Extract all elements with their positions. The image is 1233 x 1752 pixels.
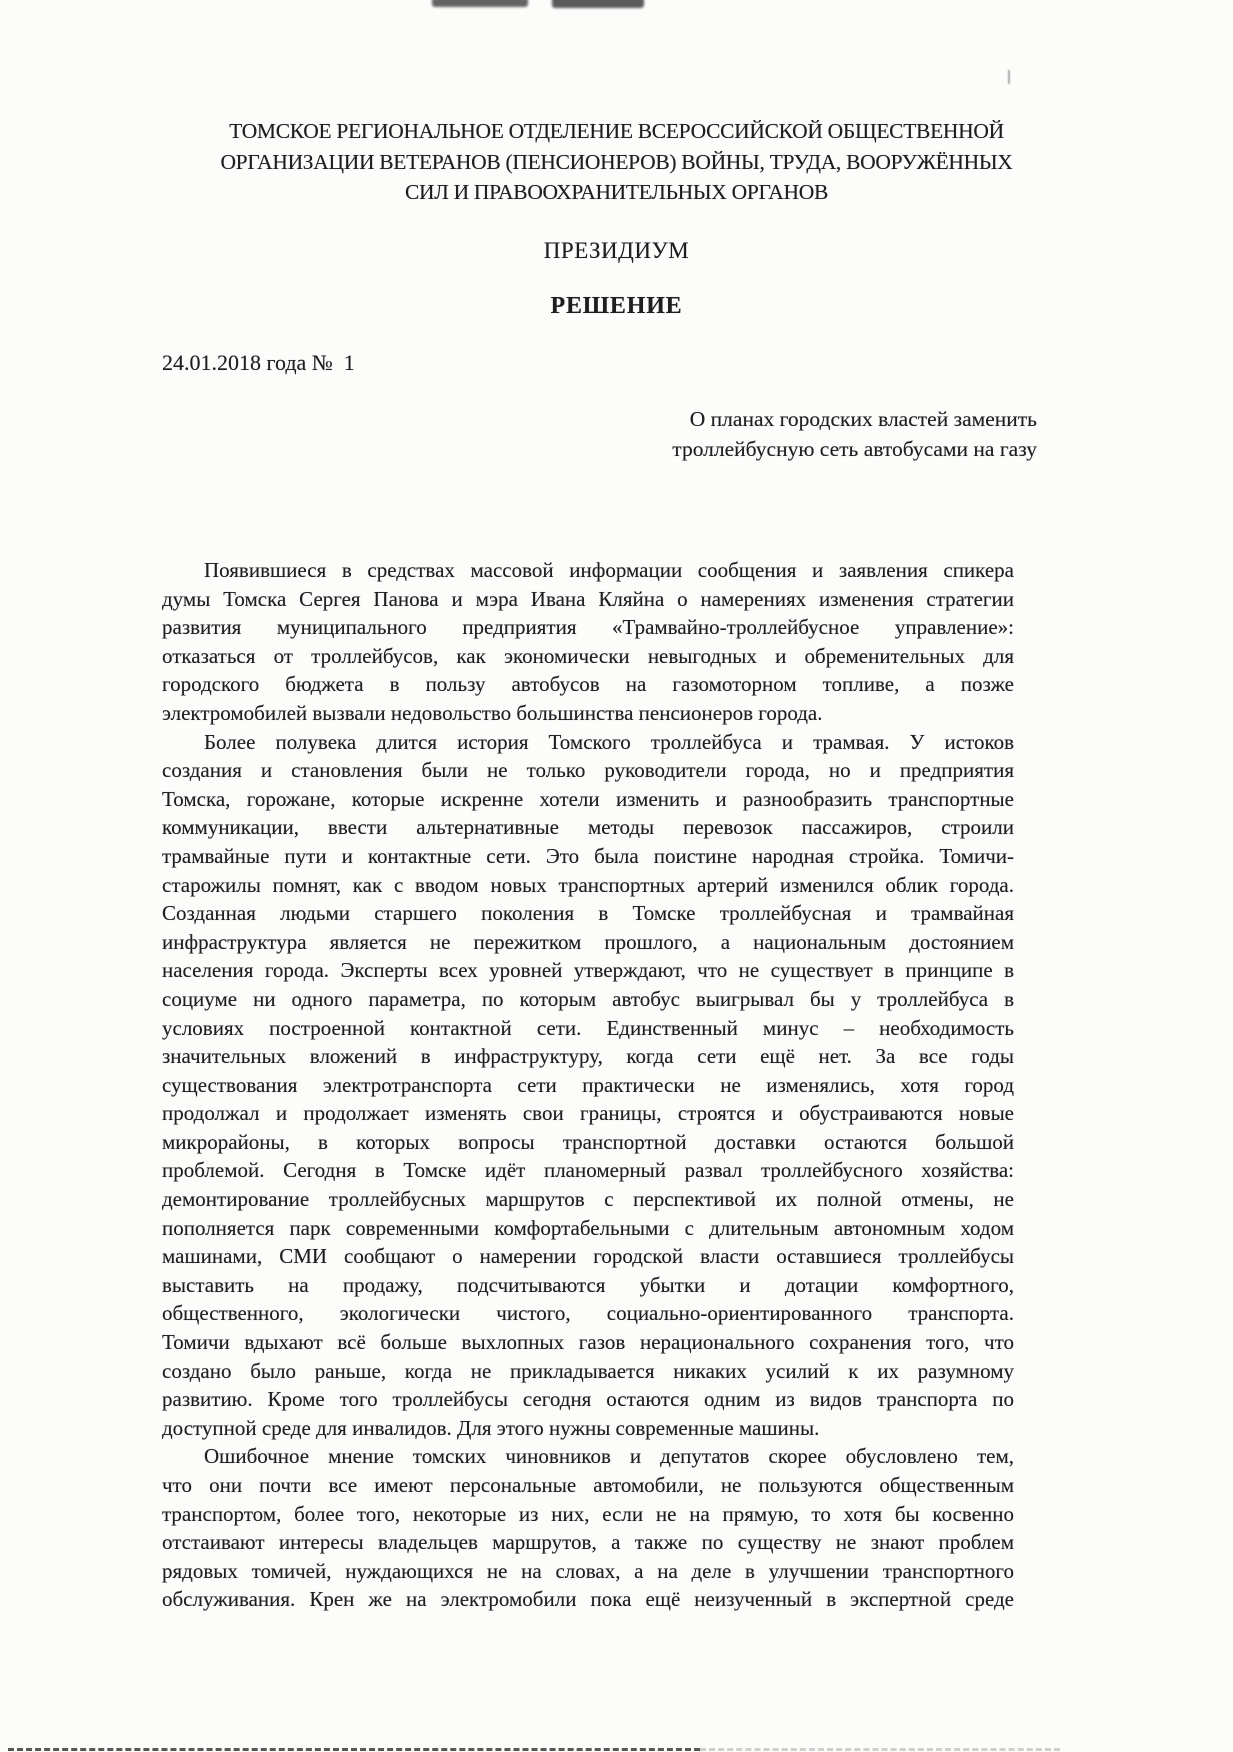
body-line: микрорайоны, в которых вопросы транспортной доставки остаются большой	[162, 1129, 1014, 1154]
body-line: пополняется парк современными комфортабельными с длительным автономным ходом	[162, 1215, 1014, 1240]
body-line: рядовых томичей, нуждающихся не на словах, а на деле в улучшении транспортного	[162, 1558, 1014, 1583]
body-line: демонтирование троллейбусных маршрутов с перспективой их полной отмены, не	[162, 1187, 1014, 1212]
body-line: транспортом, более того, некоторые из них, если не на прямую, то хотя бы косвенно	[162, 1501, 1014, 1526]
body-line: машинами, СМИ сообщают о намерении городской власти оставшиеся троллейбусы	[162, 1244, 1014, 1269]
body-paragraph	[162, 728, 1014, 1443]
body-line: что они почти все имеют персональные автомобили, не пользуются общественным	[162, 1473, 1014, 1497]
body-line: общественного, экологически чистого, социально-ориентированного транспорта.	[162, 1301, 1014, 1326]
body-line: инфраструктура является не пережитком прошлого, а национальным достоянием	[162, 929, 1014, 954]
body-line: Более полувека длится история Томского троллейбуса и трамвая. У истоков	[204, 729, 1014, 754]
body-line: проблемой. Сегодня в Томске идёт планомерный развал троллейбусного хозяйства:	[162, 1158, 1014, 1183]
subject-line: троллейбусную сеть автобусами на газу	[672, 437, 1037, 461]
presidium-label: ПРЕЗИДИУМ	[543, 238, 690, 263]
body-line: электромобилей вызвали недовольство большинства пенсионеров города.	[162, 700, 823, 725]
org-name-line: ОРГАНИЗАЦИИ ВЕТЕРАНОВ (ПЕНСИОНЕРОВ) ВОЙНЫ, ТРУДА, ВООРУЖЁННЫХ	[220, 149, 1013, 174]
body-line: Появившиеся в средствах массовой информации сообщения и заявления спикера	[204, 558, 1014, 582]
body-line: старожилы помнят, как с вводом новых транспортных артерий изменился облик города.	[162, 872, 1014, 897]
scan-artifact-bottom-light	[700, 1748, 1060, 1751]
scan-artifact-top-left	[432, 0, 528, 7]
body-line: создано было раньше, когда не прикладывается никаких усилий к их разумному	[162, 1358, 1014, 1383]
body-line: доступной среде для инвалидов. Для этого нужны современные машины.	[162, 1415, 820, 1440]
date-number-line: 24.01.2018 года № 1	[162, 350, 355, 375]
body-line: обслуживания. Крен же на электромобили пока ещё неизученный в экспертной среде	[162, 1587, 1014, 1612]
body-line: развития муниципального предприятия «Трамвайно-троллейбусное управление»:	[162, 615, 1014, 640]
body-line: коммуникации, ввести альтернативные методы перевозок пассажиров, строили	[162, 815, 1014, 840]
body-line: Томичи вдыхают всё больше выхлопных газов нерационального сохранения того, что	[162, 1330, 1014, 1355]
org-name-block	[0, 116, 1233, 208]
body-line: выставить на продажу, подсчитываются убытки и дотации комфортного,	[162, 1272, 1014, 1297]
body-paragraph	[162, 1442, 1014, 1614]
scan-artifact-top-right	[552, 0, 644, 8]
body-line: развитию. Кроме того троллейбусы сегодня остаются одним из видов транспорта по	[162, 1387, 1014, 1412]
scan-artifact-edge-speck	[1008, 70, 1010, 84]
org-name-line: ТОМСКОЕ РЕГИОНАЛЬНОЕ ОТДЕЛЕНИЕ ВСЕРОССИЙСКОЙ ОБЩЕСТВЕННОЙ	[229, 119, 1004, 143]
body-line: Созданная людьми старшего поколения в Томске троллейбусная и трамвайная	[162, 901, 1014, 926]
org-name-line: СИЛ И ПРАВООХРАНИТЕЛЬНЫХ ОРГАНОВ	[405, 180, 828, 204]
body-paragraph	[162, 556, 1014, 728]
document-body	[162, 556, 1014, 1614]
body-line: существования электротранспорта сети практически не изменялись, хотя город	[162, 1072, 1014, 1097]
body-line: социуме ни одного параметра, по которым автобус выигрывал бы у троллейбуса в	[162, 986, 1014, 1011]
body-line: городского бюджета в пользу автобусов на газомоторном топливе, а позже	[162, 672, 1014, 697]
scan-artifact-bottom-dark	[8, 1748, 700, 1751]
subject-line: О планах городских властей заменить	[689, 407, 1037, 431]
body-line: Томска, горожане, которые искренне хотели изменить и разнообразить транспортные	[162, 786, 1014, 811]
body-line: значительных вложений в инфраструктуру, когда сети ещё нет. За все годы	[162, 1044, 1014, 1069]
subject-block	[555, 404, 1037, 464]
body-line: продолжал и продолжает изменять свои границы, строятся и обустраиваются новые	[162, 1101, 1014, 1126]
body-line: думы Томска Сергея Панова и мэра Ивана Кляйна о намерениях изменения стратегии	[162, 586, 1014, 611]
decision-title: РЕШЕНИЕ	[550, 293, 683, 319]
body-line: отстаивают интересы владельцев маршрутов, а также по существу не знают проблем	[162, 1530, 1014, 1555]
body-line: трамвайные пути и контактные сети. Это была поистине народная стройка. Томичи-	[162, 843, 1014, 868]
body-line: отказаться от троллейбусов, как экономически невыгодных и обременительных для	[162, 643, 1014, 668]
body-line: населения города. Эксперты всех уровней утверждают, что не существует в принципе в	[162, 958, 1014, 983]
body-line: создания и становления были не только руководители города, но и предприятия	[162, 758, 1014, 783]
body-line: условиях построенной контактной сети. Единственный минус – необходимость	[162, 1015, 1014, 1040]
body-line: Ошибочное мнение томских чиновников и депутатов скорее обусловлено тем,	[204, 1444, 1014, 1469]
